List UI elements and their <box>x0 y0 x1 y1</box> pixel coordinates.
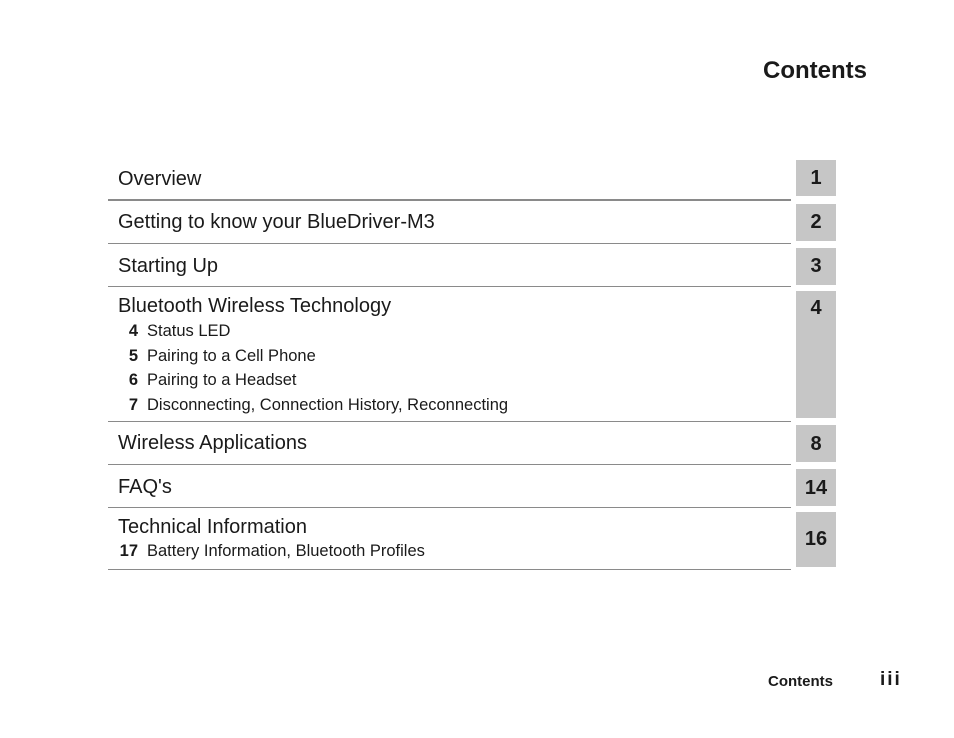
toc-entry-label[interactable]: Wireless Applications <box>118 432 307 454</box>
toc-subentry[interactable] <box>118 368 791 393</box>
subentry-page: 7 <box>128 395 138 414</box>
subentry-label: Pairing to a Headset <box>147 371 297 389</box>
toc-entry-faqs[interactable] <box>108 465 836 508</box>
table-of-contents <box>108 160 836 570</box>
subentry-label: Status LED <box>147 322 231 340</box>
page-number: 4 <box>810 297 822 319</box>
toc-entry-label[interactable]: Technical Information <box>118 516 307 538</box>
subentry-label: Disconnecting, Connection History, Reconnecting <box>147 395 509 414</box>
toc-entry-wireless-applications[interactable] <box>108 422 836 465</box>
toc-entry-getting-to-know[interactable] <box>108 201 836 244</box>
page-tab[interactable] <box>796 204 836 241</box>
footer-page-number: iii <box>880 669 902 690</box>
page-title: Contents <box>763 57 867 84</box>
subentry-page: 17 <box>119 542 138 560</box>
toc-entry-bluetooth[interactable] <box>108 287 836 422</box>
page-number: 3 <box>810 255 822 277</box>
page-number: 2 <box>810 211 822 233</box>
footer-section-label: Contents <box>768 673 833 690</box>
page-tab[interactable] <box>796 425 836 462</box>
toc-entry-label[interactable]: Starting Up <box>118 255 219 277</box>
page-tab[interactable] <box>796 160 836 196</box>
toc-subentry[interactable] <box>118 319 791 344</box>
toc-entry-technical-information[interactable] <box>108 508 836 570</box>
toc-entry-label[interactable]: Getting to know your BlueDriver-M3 <box>118 211 435 233</box>
toc-subentry[interactable] <box>118 539 791 564</box>
page-number: 14 <box>804 477 828 499</box>
toc-subentry[interactable] <box>118 344 791 369</box>
subentry-page: 4 <box>128 322 138 340</box>
toc-entry-overview[interactable] <box>108 160 836 201</box>
toc-entry-label[interactable]: Overview <box>118 168 202 190</box>
subentry-label: Pairing to a Cell Phone <box>147 346 316 365</box>
subentry-page: 5 <box>128 346 138 365</box>
subentry-label: Battery Information, Bluetooth Profiles <box>147 542 425 560</box>
page-number: 16 <box>804 528 828 550</box>
page-tab[interactable] <box>796 512 836 567</box>
toc-subentry[interactable] <box>118 393 791 418</box>
toc-entry-label[interactable]: FAQ's <box>118 476 172 498</box>
page-tab[interactable] <box>796 248 836 285</box>
page-number: 8 <box>810 433 822 455</box>
page-tab[interactable] <box>796 291 836 418</box>
toc-entry-starting-up[interactable] <box>108 244 836 287</box>
toc-entry-label[interactable]: Bluetooth Wireless Technology <box>118 295 392 317</box>
page-tab[interactable] <box>796 469 836 506</box>
page-number: 1 <box>810 167 822 189</box>
subentry-page: 6 <box>128 371 138 389</box>
